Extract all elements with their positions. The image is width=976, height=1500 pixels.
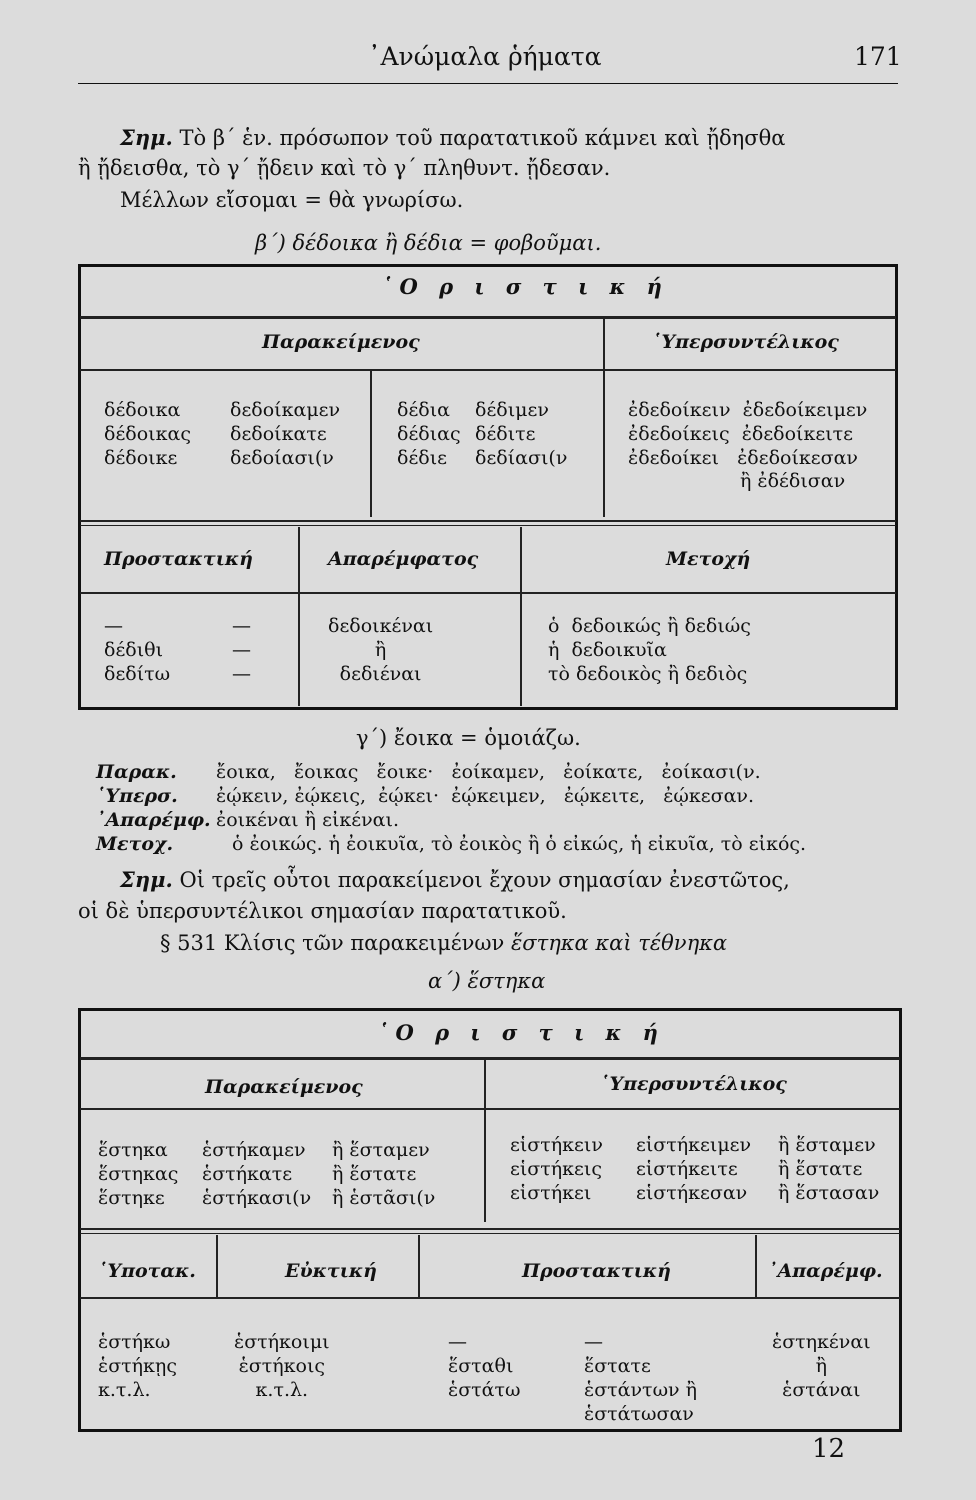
note2-text1: Οἱ τρεῖς οὗτοι παρακείμενοι ἔχουν σημασίαν ἐνεστῶτος, [179,868,790,892]
note1-line1 [120,127,785,149]
table1-col-pluperfect: ῾Υπερσυντέλικος [652,331,839,353]
table1-mid-rule [80,520,896,522]
header-rule [78,83,898,84]
table2-pluperfect-plural: εἱστήκειμεν εἱστήκειτε εἱστήκεσαν [636,1134,752,1204]
table1-lower-header-rule [80,592,896,594]
table1-divider-a [370,371,372,517]
table2-col-imperative: Προστακτική [522,1260,671,1282]
table2-header-rule [80,1108,900,1110]
table1-col-imperative: Προστακτική [104,548,253,570]
table2-col-infinitive: ᾿Απαρέμφ. [768,1260,883,1282]
table1-lower-div2 [520,594,522,706]
eoika-participle-label: Μετοχ. [96,833,174,855]
note2-line2: οἱ δὲ ὑπερσυντέλικοι σημασίαν παρατατικοῦ. [78,899,567,923]
section-531-italic: ἕστηκα καὶ τέθνηκα [510,931,728,955]
table1-pluperfect-alt: ἢ ἐδέδισαν [740,470,846,492]
eoika-perfect-label: Παρακ. [96,761,177,783]
eoika-pluperfect-forms: ἐῴκειν, ἐῴκεις, ἐῴκει· ἐῴκειμεν, ἐῴκειτε, ἐῴκεσαν. [216,785,755,807]
table1-divider-b [603,371,605,517]
table1-participle: ὁ δεδοικώς ἢ δεδιώς ἡ δεδοικυῖα τὸ δεδοικὸς ἢ δεδιὸς [548,615,751,685]
eoika-participle-row [96,835,806,854]
eoika-perfect-row [96,763,761,782]
section-531-heading [160,933,727,954]
table1-lower-header-div1 [298,527,300,592]
table2-header-divider [484,1060,486,1108]
table2-col-optative: Εὐκτική [285,1260,377,1282]
note2-line1 [120,869,790,891]
note2-label: Σημ. [120,867,173,892]
table2-col-perfect: Παρακείμενος [205,1076,363,1098]
table1-infinitive: δεδοικέναι ἢ δεδιέναι [328,615,434,685]
note1-label: Σημ. [120,125,173,150]
table1-mid-rule2 [80,525,896,526]
note1-line2: ἢ ᾔδεισθα, τὸ γ΄ ᾔδειν καὶ τὸ γ΄ πληθυντ. ᾔδεσαν. [78,156,611,180]
table1-lower-div1 [298,594,300,706]
table1-col-infinitive: Απαρέμφατος [328,548,479,570]
signature-mark: 12 [812,1434,846,1464]
eoika-participle-forms: ὁ ἐοικώς. ἡ ἐοικυῖα, τὸ ἐοικὸς ἢ ὁ εἰκώς, ἡ εἰκυῖα, τὸ εἰκός. [232,833,807,855]
table1-col-perfect: Παρακείμενος [262,331,420,353]
table2-mid-rule2 [80,1233,900,1234]
eoika-infinitive-row [96,811,399,830]
table2-divider [484,1110,486,1222]
eoika-pluperfect-row [96,787,754,806]
table1-title-rule [80,316,896,319]
table2-imperative-singular: — ἕσταθι ἑστάτω [448,1331,521,1401]
table2-col-subjunctive: ῾Υποτακ. [98,1260,196,1282]
table2-perfect-alt: ἢ ἕσταμεν ἢ ἕστατε ἢ ἑστᾶσι(ν [332,1139,436,1209]
table1-perfect-a-singular: δέδοικα δέδοικας δέδοικε [104,399,191,469]
section-531-sub: α΄) ἕστηκα [428,969,546,993]
eoika-infinitive-label: ᾿Απαρέμφ. [96,809,211,831]
table1-pluperfect: ἐδεδοίκειν ἐδεδοίκειμεν ἐδεδοίκεις ἐδεδοίκειτε ἐδεδοίκει ἐδεδοίκεσαν [628,399,868,469]
table1-perfect-b-plural: δέδιμεν δέδιτε δεδίασι(ν [475,399,568,469]
table2-infinitive: ἑστηκέναι ἢ ἑστάναι [772,1331,871,1401]
table2-mid-rule [80,1228,900,1230]
running-header: ᾿Ανώμαλα ῥήματα [368,42,602,71]
table1-imperative-right: — — — [232,615,251,685]
note1-line3: Μέλλων εἴσομαι = θὰ γνωρίσω. [120,188,464,212]
eoika-pluperfect-label: ῾Υπερσ. [96,785,178,807]
eoika-perfect-forms: ἔοικα, ἔοικας ἔοικε· ἐοίκαμεν, ἐοίκατε, ἐοίκασι(ν. [216,761,761,783]
table1-lower-header-div2 [520,527,522,592]
section-b-heading: β΄) δέδοικα ἢ δέδια = φοβοῦμαι. [255,231,602,255]
table2-pluperfect-singular: εἱστήκειν εἱστήκεις εἱστήκει [510,1134,603,1204]
table1-col-participle: Μετοχή [666,548,751,570]
section-c-heading: γ΄) ἔοικα = ὁμοιάζω. [356,726,581,750]
table2-lower-header-rule [80,1297,900,1299]
table1-title: ῾Ο ρ ι σ τ ι κ ή [382,274,669,299]
table2-pluperfect-alt: ἢ ἕσταμεν ἢ ἕστατε ἢ ἕστασαν [778,1134,880,1204]
table2-lower-header-div3 [755,1235,757,1297]
table2-lower-header-div2 [418,1235,420,1297]
table1-perfect-b-singular: δέδια δέδιας δέδιε [397,399,461,469]
table2-perfect-plural: ἑστήκαμεν ἑστήκατε ἑστήκασι(ν [202,1139,312,1209]
section-531-text: § 531 Κλίσις τῶν παρακειμένων [160,931,505,955]
note1-text1: Τὸ β΄ ἑν. πρόσωπον τοῦ παρατατικοῦ κάμνει καὶ ᾔδησθα [179,126,786,150]
eoika-infinitive-forms: ἐοικέναι ἢ εἰκέναι. [216,809,399,831]
page-number: 171 [854,42,902,71]
table2-perfect-singular: ἕστηκα ἕστηκας ἕστηκε [98,1139,179,1209]
table2-imperative-plural: — ἕστατε ἑστάντων ἢ ἑστάτωσαν [584,1331,698,1425]
table2-lower-header-div1 [216,1235,218,1297]
table2-optative: ἑστήκοιμι ἑστήκοις κ.τ.λ. [234,1331,330,1401]
table2-subjunctive: ἑστήκω ἑστήκῃς κ.τ.λ. [98,1331,177,1401]
table2-col-pluperfect: ῾Υπερσυντέλικος [600,1073,787,1095]
table2-title-rule [80,1057,900,1060]
table1-perfect-a-plural: δεδοίκαμεν δεδοίκατε δεδοίασι(ν [230,399,341,469]
table1-header-divider [603,319,605,369]
table1-imperative-left: — δέδιθι δεδίτω [104,615,171,685]
table2-title: ῾Ο ρ ι σ τ ι κ ή [378,1020,665,1045]
table1-header-rule [80,369,896,371]
